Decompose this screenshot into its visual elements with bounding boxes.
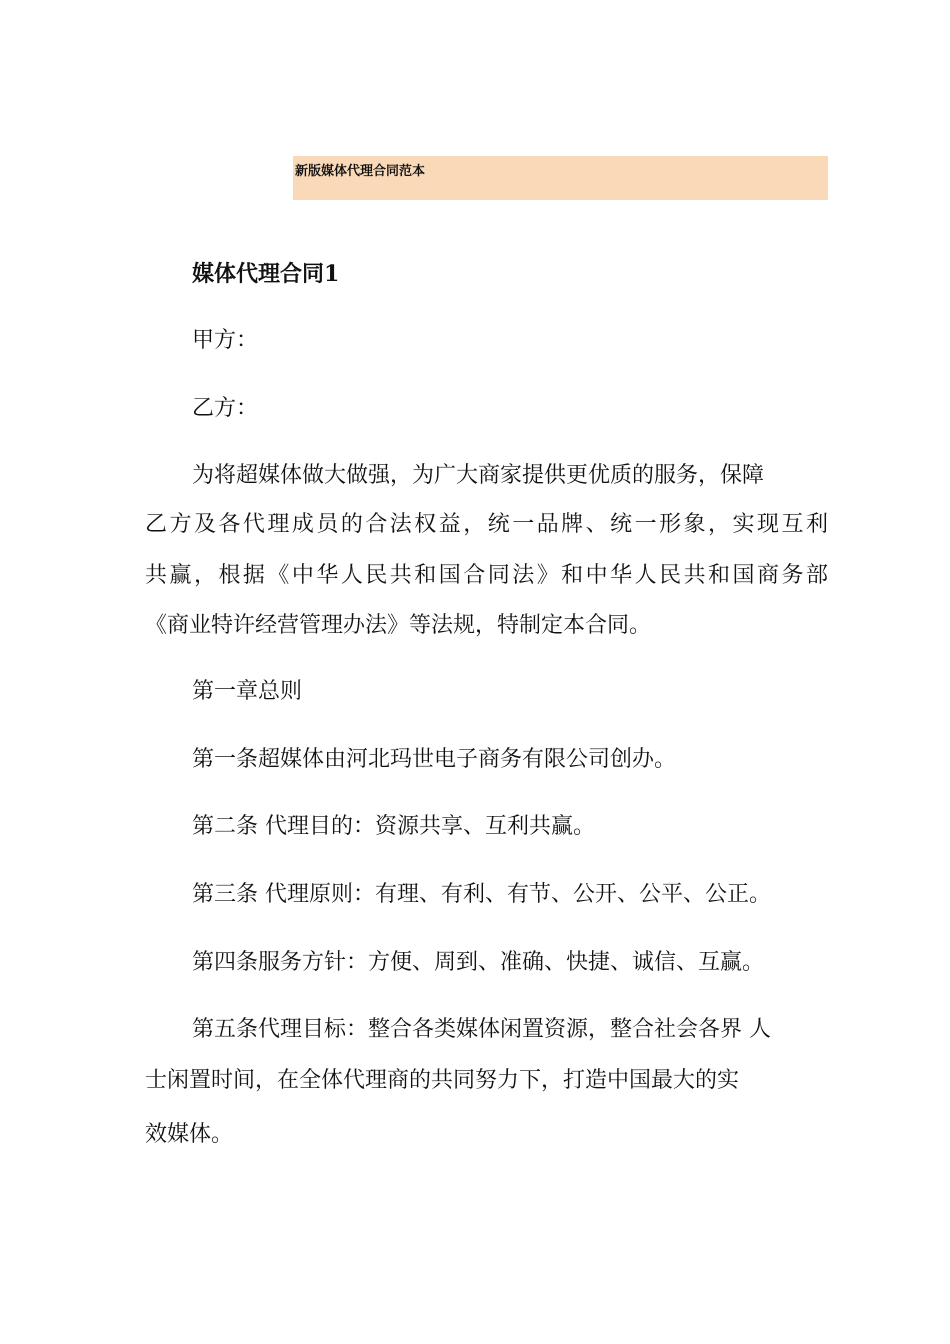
article-2: 第二条 代理目的：资源共享、互利共赢。 [192, 814, 595, 839]
article-1: 第一条超媒体由河北玛世电子商务有限公司创办。 [192, 747, 677, 772]
header-banner [293, 156, 828, 200]
preamble-line-1: 为将超媒体做大做强，为广大商家提供更优质的服务，保障 [192, 463, 765, 488]
header-banner-text: 新版媒体代理合同范本 [295, 164, 426, 179]
preamble-line-3: 共赢，根据《中华人民共和国合同法》和中华人民共和国商务部 [145, 563, 828, 588]
document-title: 媒体代理合同1 [192, 261, 340, 287]
chapter-heading: 第一章总则 [192, 679, 303, 704]
preamble-line-4: 《商业特许经营管理办法》等法规，特制定本合同。 [145, 613, 652, 638]
article-4: 第四条服务方针：方便、周到、准确、快捷、诚信、互赢。 [192, 950, 765, 975]
preamble-line-2: 乙方及各代理成员的合法权益，统一品牌、统一形象，实现互利 [145, 512, 828, 537]
party-b-label: 乙方： [192, 396, 259, 421]
party-a-label: 甲方： [192, 328, 259, 353]
article-3: 第三条 代理原则：有理、有利、有节、公开、公平、公正。 [192, 882, 771, 907]
article-5-line-2: 士闲置时间，在全体代理商的共同努力下，打造中国最大的实 [145, 1068, 740, 1093]
article-5-line-3: 效媒体。 [145, 1122, 234, 1147]
article-5-line-1: 第五条代理目标：整合各类媒体闲置资源，整合社会各界 人 [192, 1017, 771, 1042]
